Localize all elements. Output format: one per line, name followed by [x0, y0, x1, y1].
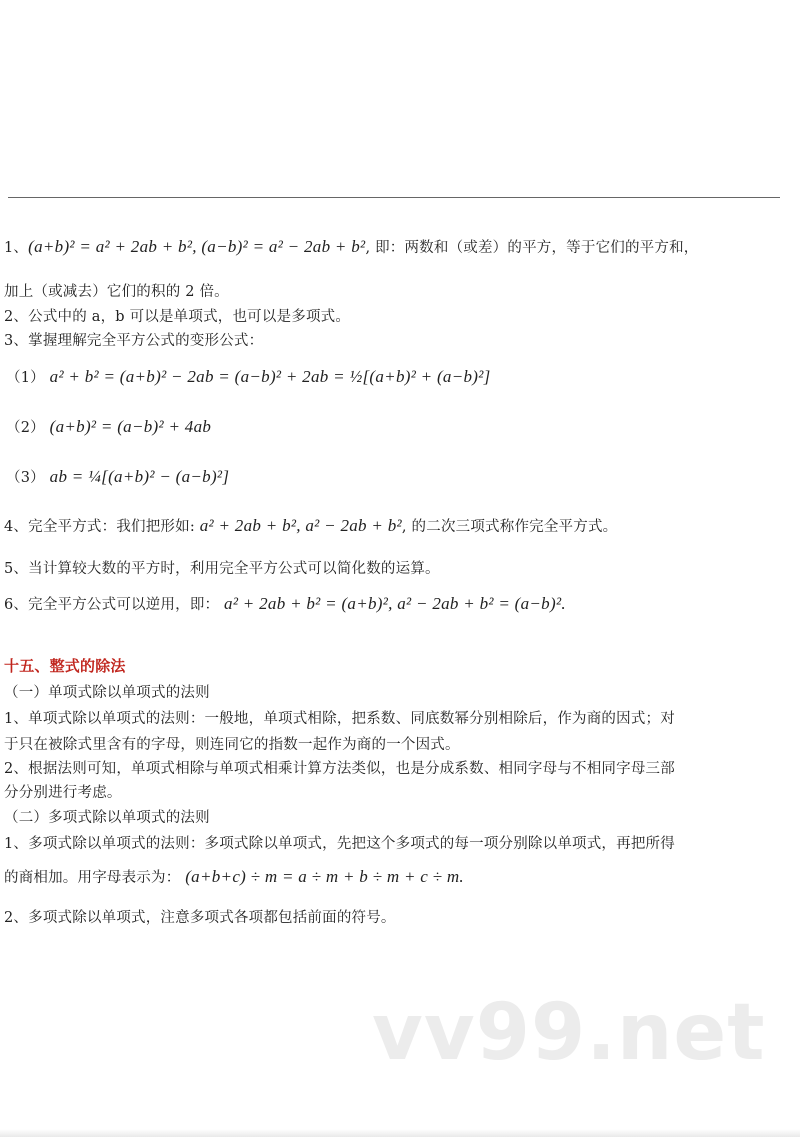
item-1-formula: (a+b)² = a² + 2ab + b², (a−b)² = a² − 2ab + b² — [28, 237, 366, 256]
part-2-title: （二）多项式除以单项式的法则 — [4, 810, 210, 826]
variant-2-formula: (a+b)² = (a−b)² + 4ab — [49, 417, 212, 436]
variant-2 — [6, 416, 786, 437]
variant-2-label: （2） — [6, 420, 45, 436]
variant-1-label: （1） — [6, 370, 45, 386]
top-divider — [8, 197, 780, 198]
item-4-suffix: , 的二次三项式称作完全平方式。 — [401, 519, 618, 535]
part-1-item-1-line-a: 1、单项式除以单项式的法则：一般地，单项式相除，把系数、同底数幂分别相除后，作为商的因式；对 — [4, 711, 675, 727]
part-2-item-1-line-b — [4, 866, 786, 887]
variant-3 — [6, 466, 786, 487]
item-1-prefix: 1、 — [4, 240, 29, 256]
section-15-heading: 十五、整式的除法 — [4, 657, 126, 675]
item-3: 3、掌握理解完全平方公式的变形公式： — [4, 333, 264, 349]
item-1-continuation: 加上（或减去）它们的积的 2 倍。 — [4, 284, 229, 300]
item-6 — [4, 593, 786, 614]
page-bottom-edge — [0, 1129, 800, 1137]
part-1-item-2-line-b: 分分别进行考虑。 — [4, 785, 122, 801]
part-1-title: （一）单项式除以单项式的法则 — [4, 685, 210, 701]
variant-3-formula: ab = ¼[(a+b)² − (a−b)²] — [49, 467, 230, 486]
watermark: vv99.net — [372, 988, 766, 1078]
item-1-text: , 即：两数和（或差）的平方，等于它们的平方和， — [365, 240, 699, 256]
item-4 — [4, 515, 786, 536]
part-1-item-1-line-b: 于只在被除式里含有的字母，则连同它的指数一起作为商的一个因式。 — [4, 737, 460, 753]
part-2-item-1-text: 的商相加。用字母表示为： — [4, 870, 181, 886]
variant-1 — [6, 366, 786, 387]
item-4-formula: a² + 2ab + b², a² − 2ab + b² — [199, 516, 402, 535]
variant-3-label: （3） — [6, 470, 45, 486]
part-2-item-2: 2、多项式除以单项式，注意多项式各项都包括前面的符号。 — [4, 910, 396, 926]
item-2: 2、公式中的 a，b 可以是单项式，也可以是多项式。 — [4, 309, 351, 325]
part-2-item-1-formula: (a+b+c) ÷ m = a ÷ m + b ÷ m + c ÷ m. — [185, 867, 464, 886]
item-5: 5、当计算较大数的平方时，利用完全平方公式可以简化数的运算。 — [4, 561, 440, 577]
item-6-text: 6、完全平方公式可以逆用，即： — [4, 597, 220, 613]
part-1-item-2-line-a: 2、根据法则可知，单项式相除与单项式相乘计算方法类似，也是分成系数、相同字母与不相同字母三部 — [4, 761, 675, 777]
variant-1-formula: a² + b² = (a+b)² − 2ab = (a−b)² + 2ab = ½[(a+b)² + (a−b)²] — [49, 367, 491, 386]
item-4-text: 4、完全平方式：我们把形如: — [4, 519, 195, 535]
part-2-item-1-line-a: 1、多项式除以单项式的法则：多项式除以单项式，先把这个多项式的每一项分别除以单项式，再把所得 — [4, 836, 675, 852]
item-1-line — [4, 236, 786, 257]
item-6-formula: a² + 2ab + b² = (a+b)², a² − 2ab + b² = (a−b)². — [224, 594, 566, 613]
